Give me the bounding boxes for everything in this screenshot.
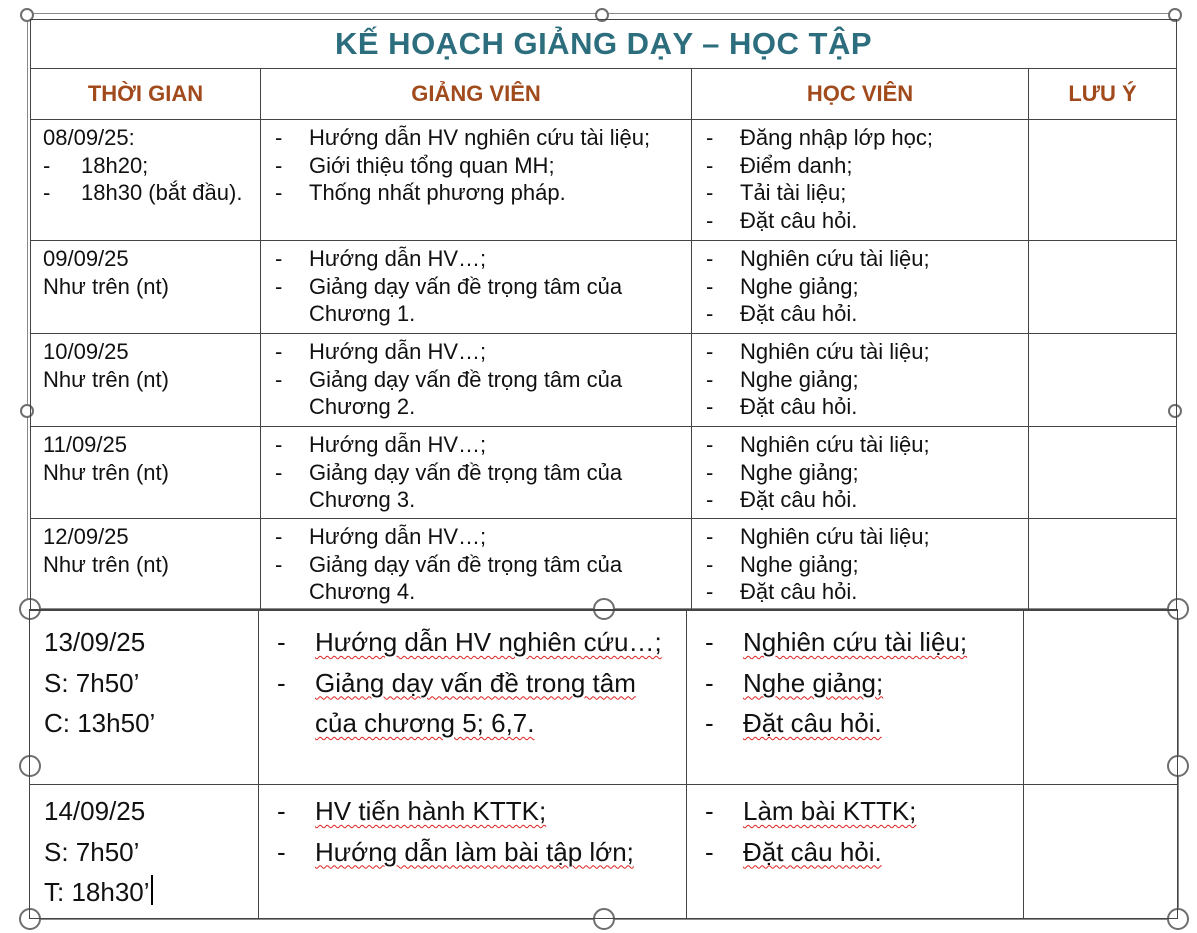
table-row[interactable] (30, 610, 1178, 785)
header-time: THỜI GIAN (31, 69, 261, 120)
teacher-cell[interactable] (259, 610, 687, 785)
list-item: - Tải tài liệu; (704, 179, 1018, 207)
session-text[interactable]: S: 7h50’ (44, 836, 140, 867)
date-text: 12/09/25 (43, 524, 129, 549)
student-cell (692, 120, 1029, 241)
list-item: - Nghe giảng; (704, 273, 1018, 301)
list-item: - Đặt câu hỏi. (704, 300, 1018, 328)
time-note: Như trên (nt) (43, 273, 169, 299)
date-text: 10/09/25 (43, 339, 129, 364)
note-cell (1029, 519, 1177, 611)
list-item[interactable]: - HV tiến hành KTTK; (273, 791, 676, 832)
list-item[interactable]: - Nghe giảng; (701, 663, 1013, 704)
list-item: - Hướng dẫn HV…; (273, 431, 681, 459)
list-item[interactable]: - Hướng dẫn HV nghiên cứu…; (273, 622, 676, 663)
list-item: - Hướng dẫn HV…; (273, 523, 681, 551)
page-title: KẾ HOẠCH GIẢNG DẠY – HỌC TẬP (31, 20, 1177, 69)
teacher-cell (261, 334, 692, 427)
schedule-table (30, 19, 1177, 611)
header-note: LƯU Ý (1029, 69, 1177, 120)
table-row (31, 519, 1177, 611)
editable-schedule-table[interactable] (29, 609, 1178, 919)
session-text[interactable]: S: 7h50’ (44, 667, 140, 698)
list-item: - Giới thiệu tổng quan MH; (273, 152, 681, 180)
list-item: - Thống nhất phương pháp. (273, 179, 681, 207)
table-row[interactable] (30, 785, 1178, 919)
time-cell (31, 241, 261, 334)
list-item: - Giảng dạy vấn đề trọng tâm của Chương 1. (273, 273, 681, 328)
teacher-cell (261, 427, 692, 519)
note-cell[interactable] (1024, 785, 1178, 919)
list-item: - 18h30 (bắt đầu). (43, 179, 250, 207)
note-cell (1029, 241, 1177, 334)
time-cell[interactable] (30, 610, 259, 785)
note-cell (1029, 427, 1177, 519)
time-note: Như trên (nt) (43, 366, 169, 392)
text-caret (151, 875, 153, 905)
list-item: - Nghiên cứu tài liệu; (704, 245, 1018, 273)
time-cell (31, 334, 261, 427)
time-cell (31, 519, 261, 611)
student-cell (692, 241, 1029, 334)
time-cell[interactable] (30, 785, 259, 919)
list-item[interactable]: - Làm bài KTTK; (701, 791, 1013, 832)
table-row (31, 334, 1177, 427)
student-cell[interactable] (687, 610, 1024, 785)
student-cell (692, 519, 1029, 611)
list-item: - Đặt câu hỏi. (704, 486, 1018, 514)
teacher-cell (261, 120, 692, 241)
teacher-cell[interactable] (259, 785, 687, 919)
list-item: - Đặt câu hỏi. (704, 207, 1018, 235)
time-note: Như trên (nt) (43, 459, 169, 485)
date-text[interactable]: 14/09/25 (44, 796, 146, 826)
list-item[interactable]: - Nghiên cứu tài liệu; (701, 622, 1013, 663)
session-text[interactable]: C: 13h50’ (44, 708, 156, 738)
teacher-cell (261, 519, 692, 611)
list-item: - Điểm danh; (704, 152, 1018, 180)
list-item: - Hướng dẫn HV…; (273, 245, 681, 273)
date-text: 09/09/25 (43, 246, 129, 271)
student-cell[interactable] (687, 785, 1024, 919)
list-item: - Đặt câu hỏi. (704, 393, 1018, 421)
list-item: - Nghiên cứu tài liệu; (704, 431, 1018, 459)
date-text: 08/09/25: (43, 125, 135, 150)
table-row (31, 427, 1177, 519)
student-cell (692, 427, 1029, 519)
list-item: - Nghiên cứu tài liệu; (704, 338, 1018, 366)
list-item: - Nghe giảng; (704, 366, 1018, 394)
table-row (31, 241, 1177, 334)
student-cell (692, 334, 1029, 427)
list-item: - Giảng dạy vấn đề trọng tâm của Chương 3. (273, 459, 681, 514)
list-item: - Giảng dạy vấn đề trọng tâm của Chương 4. (273, 551, 681, 606)
session-text[interactable]: T: 18h30’ (44, 877, 150, 907)
header-student: HỌC VIÊN (692, 69, 1029, 120)
note-cell (1029, 120, 1177, 241)
list-item: - Nghe giảng; (704, 459, 1018, 487)
list-item: - Hướng dẫn HV…; (273, 338, 681, 366)
time-cell (31, 120, 261, 241)
list-item[interactable]: - Hướng dẫn làm bài tập lớn; (273, 832, 676, 873)
list-item: - Nghiên cứu tài liệu; (704, 523, 1018, 551)
header-teacher: GIẢNG VIÊN (261, 69, 692, 120)
time-note: Như trên (nt) (43, 551, 169, 577)
list-item: - 18h20; (43, 152, 250, 180)
table-row (31, 120, 1177, 241)
time-cell (31, 427, 261, 519)
list-item: - Giảng dạy vấn đề trọng tâm của Chương 2. (273, 366, 681, 421)
list-item: - Đăng nhập lớp học; (704, 124, 1018, 152)
note-cell (1029, 334, 1177, 427)
note-cell[interactable] (1024, 610, 1178, 785)
list-item: - Đặt câu hỏi. (704, 578, 1018, 606)
list-item[interactable]: - Giảng dạy vấn đề trong tâm của chương 5; 6,7. (273, 663, 676, 744)
date-text[interactable]: 13/09/25 (44, 627, 146, 657)
list-item[interactable]: - Đặt câu hỏi. (701, 703, 1013, 744)
list-item[interactable]: - Đặt câu hỏi. (701, 832, 1013, 873)
list-item: - Nghe giảng; (704, 551, 1018, 579)
date-text: 11/09/25 (43, 432, 128, 457)
teacher-cell (261, 241, 692, 334)
list-item: - Hướng dẫn HV nghiên cứu tài liệu; (273, 124, 681, 152)
session-text-with-caret[interactable] (44, 872, 248, 913)
